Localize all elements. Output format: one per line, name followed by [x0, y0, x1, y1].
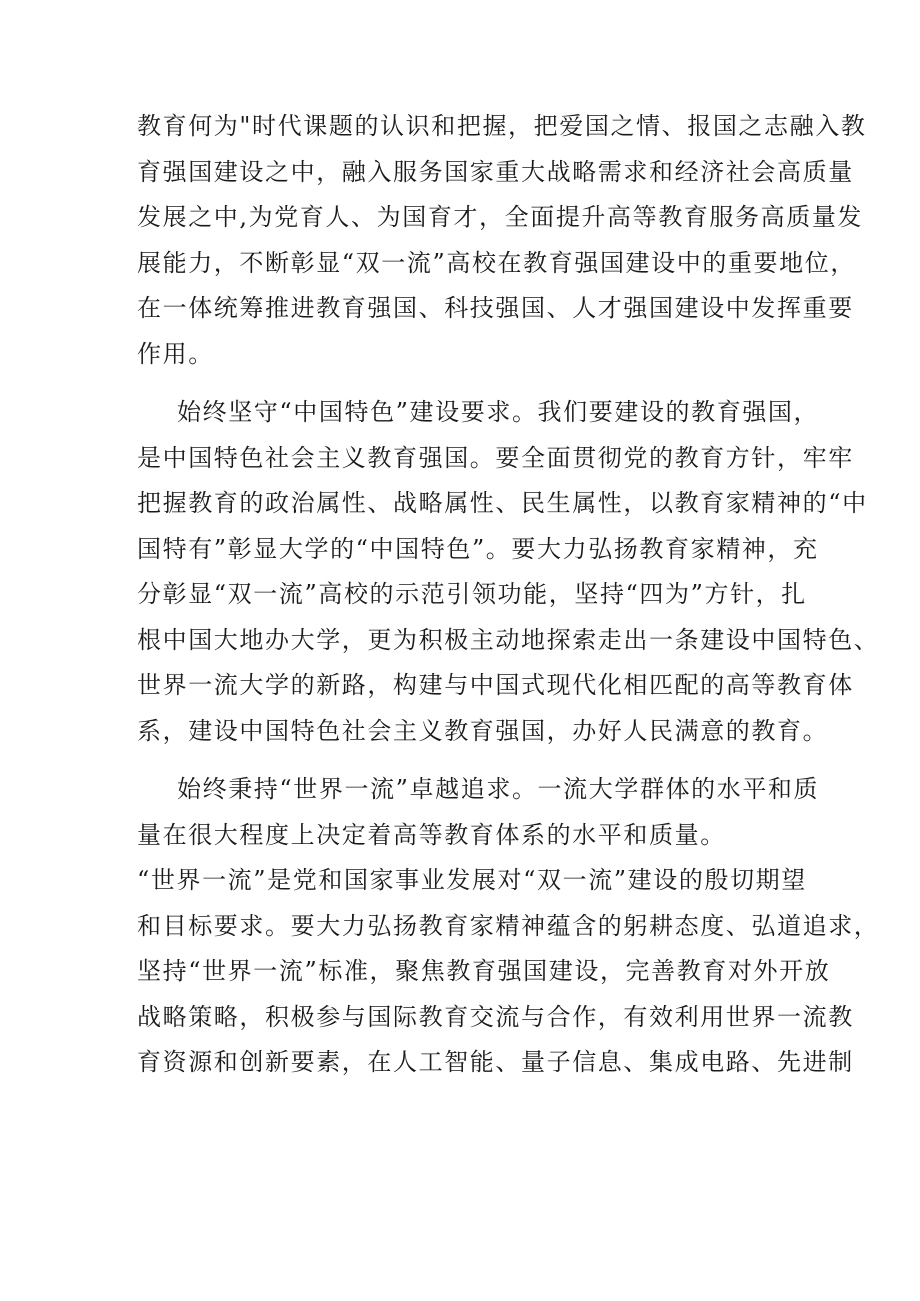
text-line: 国特有”彰显大学的“中国特色”。要大力弘扬教育家精神，充	[137, 534, 819, 563]
text-line: 是中国特色社会主义教育强国。要全面贯彻党的教育方针，牢牢	[137, 443, 854, 472]
text-line: 世界一流大学的新路，构建与中国式现代化相匹配的高等教育体	[137, 671, 854, 699]
text-line: 在一体统筹推进教育强国、科技强国、人才强国建设中发挥重要	[137, 294, 854, 322]
text-line: 教育何为"时代课题的认识和把握，把爱国之情、报国之志融入教	[137, 112, 867, 140]
text-line: 量在很大程度上决定着高等教育体系的水平和质量。	[137, 820, 726, 849]
paragraph-1	[137, 104, 867, 377]
text-line: 系，建设中国特色社会主义教育强国，办好人民满意的教育。	[137, 716, 829, 745]
document-body	[137, 104, 880, 1086]
paragraph-2	[137, 390, 880, 754]
text-line: 坚持“世界一流”标准，聚焦教育强国建设，完善教育对外开放	[137, 957, 831, 985]
text-line: 育资源和创新要素，在人工智能、量子信息、集成电路、先进制	[137, 1048, 854, 1076]
text-line: 作用。	[137, 339, 214, 368]
text-line: 育强国建设之中，融入服务国家重大战略需求和经济社会高质量	[137, 157, 854, 186]
text-line: 始终坚守“中国特色”建设要求。我们要建设的教育强国，	[177, 398, 820, 426]
text-line: 分彰显“双一流”高校的示范引领功能，坚持“四为”方针，扎	[137, 580, 807, 608]
text-line: 把握教育的政治属性、战略属性、民生属性，以教育家精神的“中	[137, 489, 868, 517]
text-line: 根中国大地办大学，更为积极主动地探索走出一条建设中国特色、	[137, 625, 880, 654]
text-line: 发展之中,为党育人、为国育才，全面提升高等教育服务高质量发	[137, 203, 864, 231]
text-line: 战略策略，积极参与国际教育交流与合作，有效利用世界一流教	[137, 1002, 854, 1031]
text-line: “世界一流”是党和国家事业发展对“双一流”建设的殷切期望	[137, 866, 807, 894]
text-line: 和目标要求。要大力弘扬教育家精神蕴含的躬耕态度、弘道追求，	[137, 911, 880, 940]
paragraph-3	[137, 767, 880, 1086]
text-line: 展能力，不断彰显“双一流”高校在教育强国建设中的重要地位，	[137, 248, 856, 277]
text-line: 始终秉持“世界一流”卓越追求。一流大学群体的水平和质	[177, 775, 820, 803]
